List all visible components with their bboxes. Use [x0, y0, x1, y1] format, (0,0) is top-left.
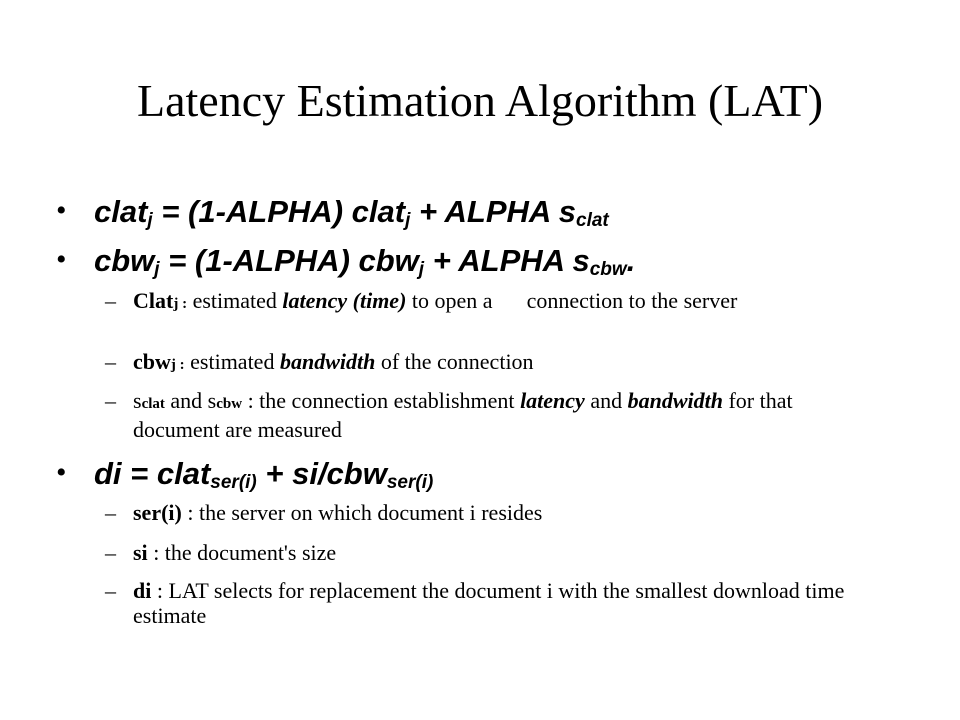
note-emphasis: bandwidth: [627, 388, 723, 413]
note-term: s: [207, 388, 217, 413]
formula-text: + ALPHA s: [410, 194, 576, 229]
formula-text: .: [626, 243, 636, 278]
dash-glyph: –: [105, 388, 116, 413]
note-si: [105, 540, 875, 565]
slide-title: Latency Estimation Algorithm (LAT): [136, 75, 824, 126]
formula-subscript: ser(i): [210, 472, 257, 493]
dash-glyph: –: [105, 500, 116, 525]
note-text: of the connection: [375, 349, 534, 374]
note-text: and: [584, 388, 628, 413]
formula-subscript: j: [147, 210, 153, 231]
note-clat: [105, 288, 875, 317]
formula-clat: [94, 194, 609, 230]
note-measured: [105, 388, 875, 442]
formula-subscript: j: [405, 210, 411, 231]
note-text: and: [164, 388, 208, 413]
note-text: estimated: [184, 349, 280, 374]
note-text: : LAT selects for replacement the document i with the smallest download time estimate: [133, 578, 845, 628]
formula-text: di = clat: [94, 456, 211, 491]
note-ser: [105, 500, 875, 525]
note-term: s: [133, 388, 142, 413]
note-di: [105, 578, 875, 628]
formula-subscript: ser(i): [386, 472, 434, 493]
bullet-glyph: •: [56, 243, 67, 276]
dash-glyph: –: [105, 578, 116, 603]
formula-text: + si/cbw: [256, 456, 387, 491]
note-cbw: [105, 349, 875, 378]
formula-text: = (1-ALPHA) clat: [152, 194, 406, 229]
formula-subscript: cbw: [589, 259, 627, 280]
dash-glyph: –: [105, 288, 116, 313]
formula-subscript: j: [418, 259, 425, 280]
note-text: connection to the server: [526, 288, 738, 313]
note-term: di: [133, 578, 152, 603]
note-text: : the connection establishment: [242, 388, 521, 413]
formula-subscript: j: [154, 259, 160, 280]
note-subscript: j :: [173, 296, 188, 312]
note-subscript: cbw: [216, 396, 243, 412]
note-term: si: [133, 540, 148, 565]
note-text: : the document's size: [147, 540, 337, 565]
note-term: Clat: [133, 288, 174, 313]
note-text: estimated: [187, 288, 283, 313]
note-subscript: clat: [141, 396, 165, 412]
note-emphasis: bandwidth: [279, 349, 376, 374]
dash-glyph: –: [105, 540, 116, 565]
note-term: ser(i): [133, 500, 182, 525]
note-term: cbw: [133, 349, 171, 374]
formula-cbw: [94, 243, 635, 279]
formula-subscript: clat: [576, 210, 609, 231]
formula-text: cbw: [94, 243, 155, 278]
note-text: : the server on which document i resides: [181, 500, 543, 525]
bullet-glyph: •: [56, 194, 67, 227]
formula-text: = (1-ALPHA) cbw: [159, 243, 419, 278]
formula-text: + ALPHA s: [424, 243, 590, 278]
note-text: for that document are measured: [133, 388, 793, 442]
dash-glyph: –: [105, 349, 116, 374]
formula-text: clat: [94, 194, 148, 229]
note-subscript: j :: [170, 357, 185, 373]
bullet-glyph: •: [56, 456, 67, 489]
formula-di: [94, 456, 433, 492]
note-emphasis: latency: [520, 388, 585, 413]
note-emphasis: latency (time): [282, 288, 407, 313]
note-text: to open a: [406, 288, 493, 313]
